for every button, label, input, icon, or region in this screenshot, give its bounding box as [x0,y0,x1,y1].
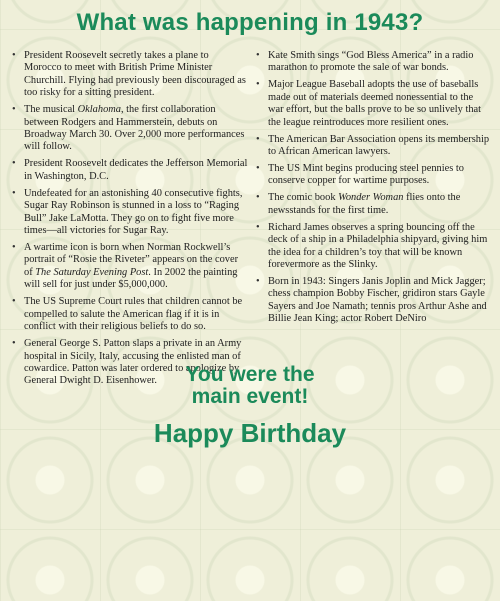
fact-item [256,79,490,129]
happy-birthday-heading: Happy Birthday [153,418,347,448]
fact-text: The American Bar Association opens its membership to African American lawyers. [268,133,490,158]
page-title: What was happening in 1943? [76,9,424,36]
fact-item [12,188,248,238]
fact-text: flies onto the newsstands for the first time. [268,192,461,216]
fact-item [256,222,490,272]
fact-text: , the first collaboration between Rodgers and Hammerstein, debuts on Broadway March 30. Over 2,000 more performances will follow. [24,104,245,153]
fact-text: The US Supreme Court rules that children cannot be compelled to salute the American flag if it is in conflict with their religious beliefs to do so. [24,296,243,333]
fact-item [256,50,490,75]
main-event-line-1: You were the [185,363,315,386]
fact-title: Wonder Woman [338,192,404,204]
left-fact-list [12,50,248,392]
fact-item [12,242,248,292]
fact-text: Major League Baseball adopts the use of baseballs made out of materials deemed nonessential to the war effort, but the balls prove to be so unlively that the league reintroduces more resilient ones. [268,79,482,128]
main-event-message [0,364,500,408]
fact-text: Kate Smith sings “God Bless America” in a radio marathon to promote the sale of war bonds. [268,50,474,74]
fact-text: The comic book [268,192,339,204]
fact-item [256,192,490,217]
fact-text: Undefeated for an astonishing 40 consecutive fights, Sugar Ray Robinson is stunned in a loss to “Raging Bull” Jake LaMotta. They go on to fight five more times—all victories for Sugar Ray. [24,187,243,237]
fact-item [12,104,248,154]
fact-item [12,50,248,100]
fact-text: The musical [24,104,78,116]
fact-item [256,276,490,326]
fact-text: Richard James observes a spring bouncing off the deck of a ship in a Philadelphia shipyard, giving him the idea for a children’s toy that will be known forevermore as the Slinky. [268,221,488,271]
fact-text: President Roosevelt dedicates the Jefferson Memorial in Washington, D.C. [24,158,248,182]
fact-item [256,163,490,188]
fact-text: General George S. Patton slaps a private in an Army hospital in Sicily, Italy, accusing the enlisted man of cowardice. Patton was later ordered to apologize by General Dwight D. Eisenhower. [24,338,242,387]
fact-text: President Roosevelt secretly takes a plane to Morocco to meet with British Prime Minister Churchill. Flying had previously been discouraged as too risky for a sitting president. [24,50,246,99]
fact-text: Born in 1943: Singers Janis Joplin and Mick Jagger; chess champion Bobby Fischer, gridiron stars Gayle Sayers and Joe Namath; tennis pros Arthur Ashe and Billie Jean King; actor Robert DeNiro [268,276,487,325]
fact-text: A wartime icon is born when Norman Rockwell’s portrait of “Rosie the Riveter” appears on the cover of [24,242,239,278]
fact-text: The US Mint begins producing steel pennies to conserve copper for wartime purposes. [268,163,464,187]
fact-text: . In 2002 the painting will sell for just under $5,000,000. [24,266,238,291]
fact-title: Oklahoma [77,104,121,116]
fact-item [12,296,248,333]
right-fact-list [256,50,490,330]
main-event-line-2: main event! [191,385,309,408]
fact-item [12,158,248,183]
fact-title: The Saturday Evening Post [35,266,149,278]
fact-item [256,134,490,159]
